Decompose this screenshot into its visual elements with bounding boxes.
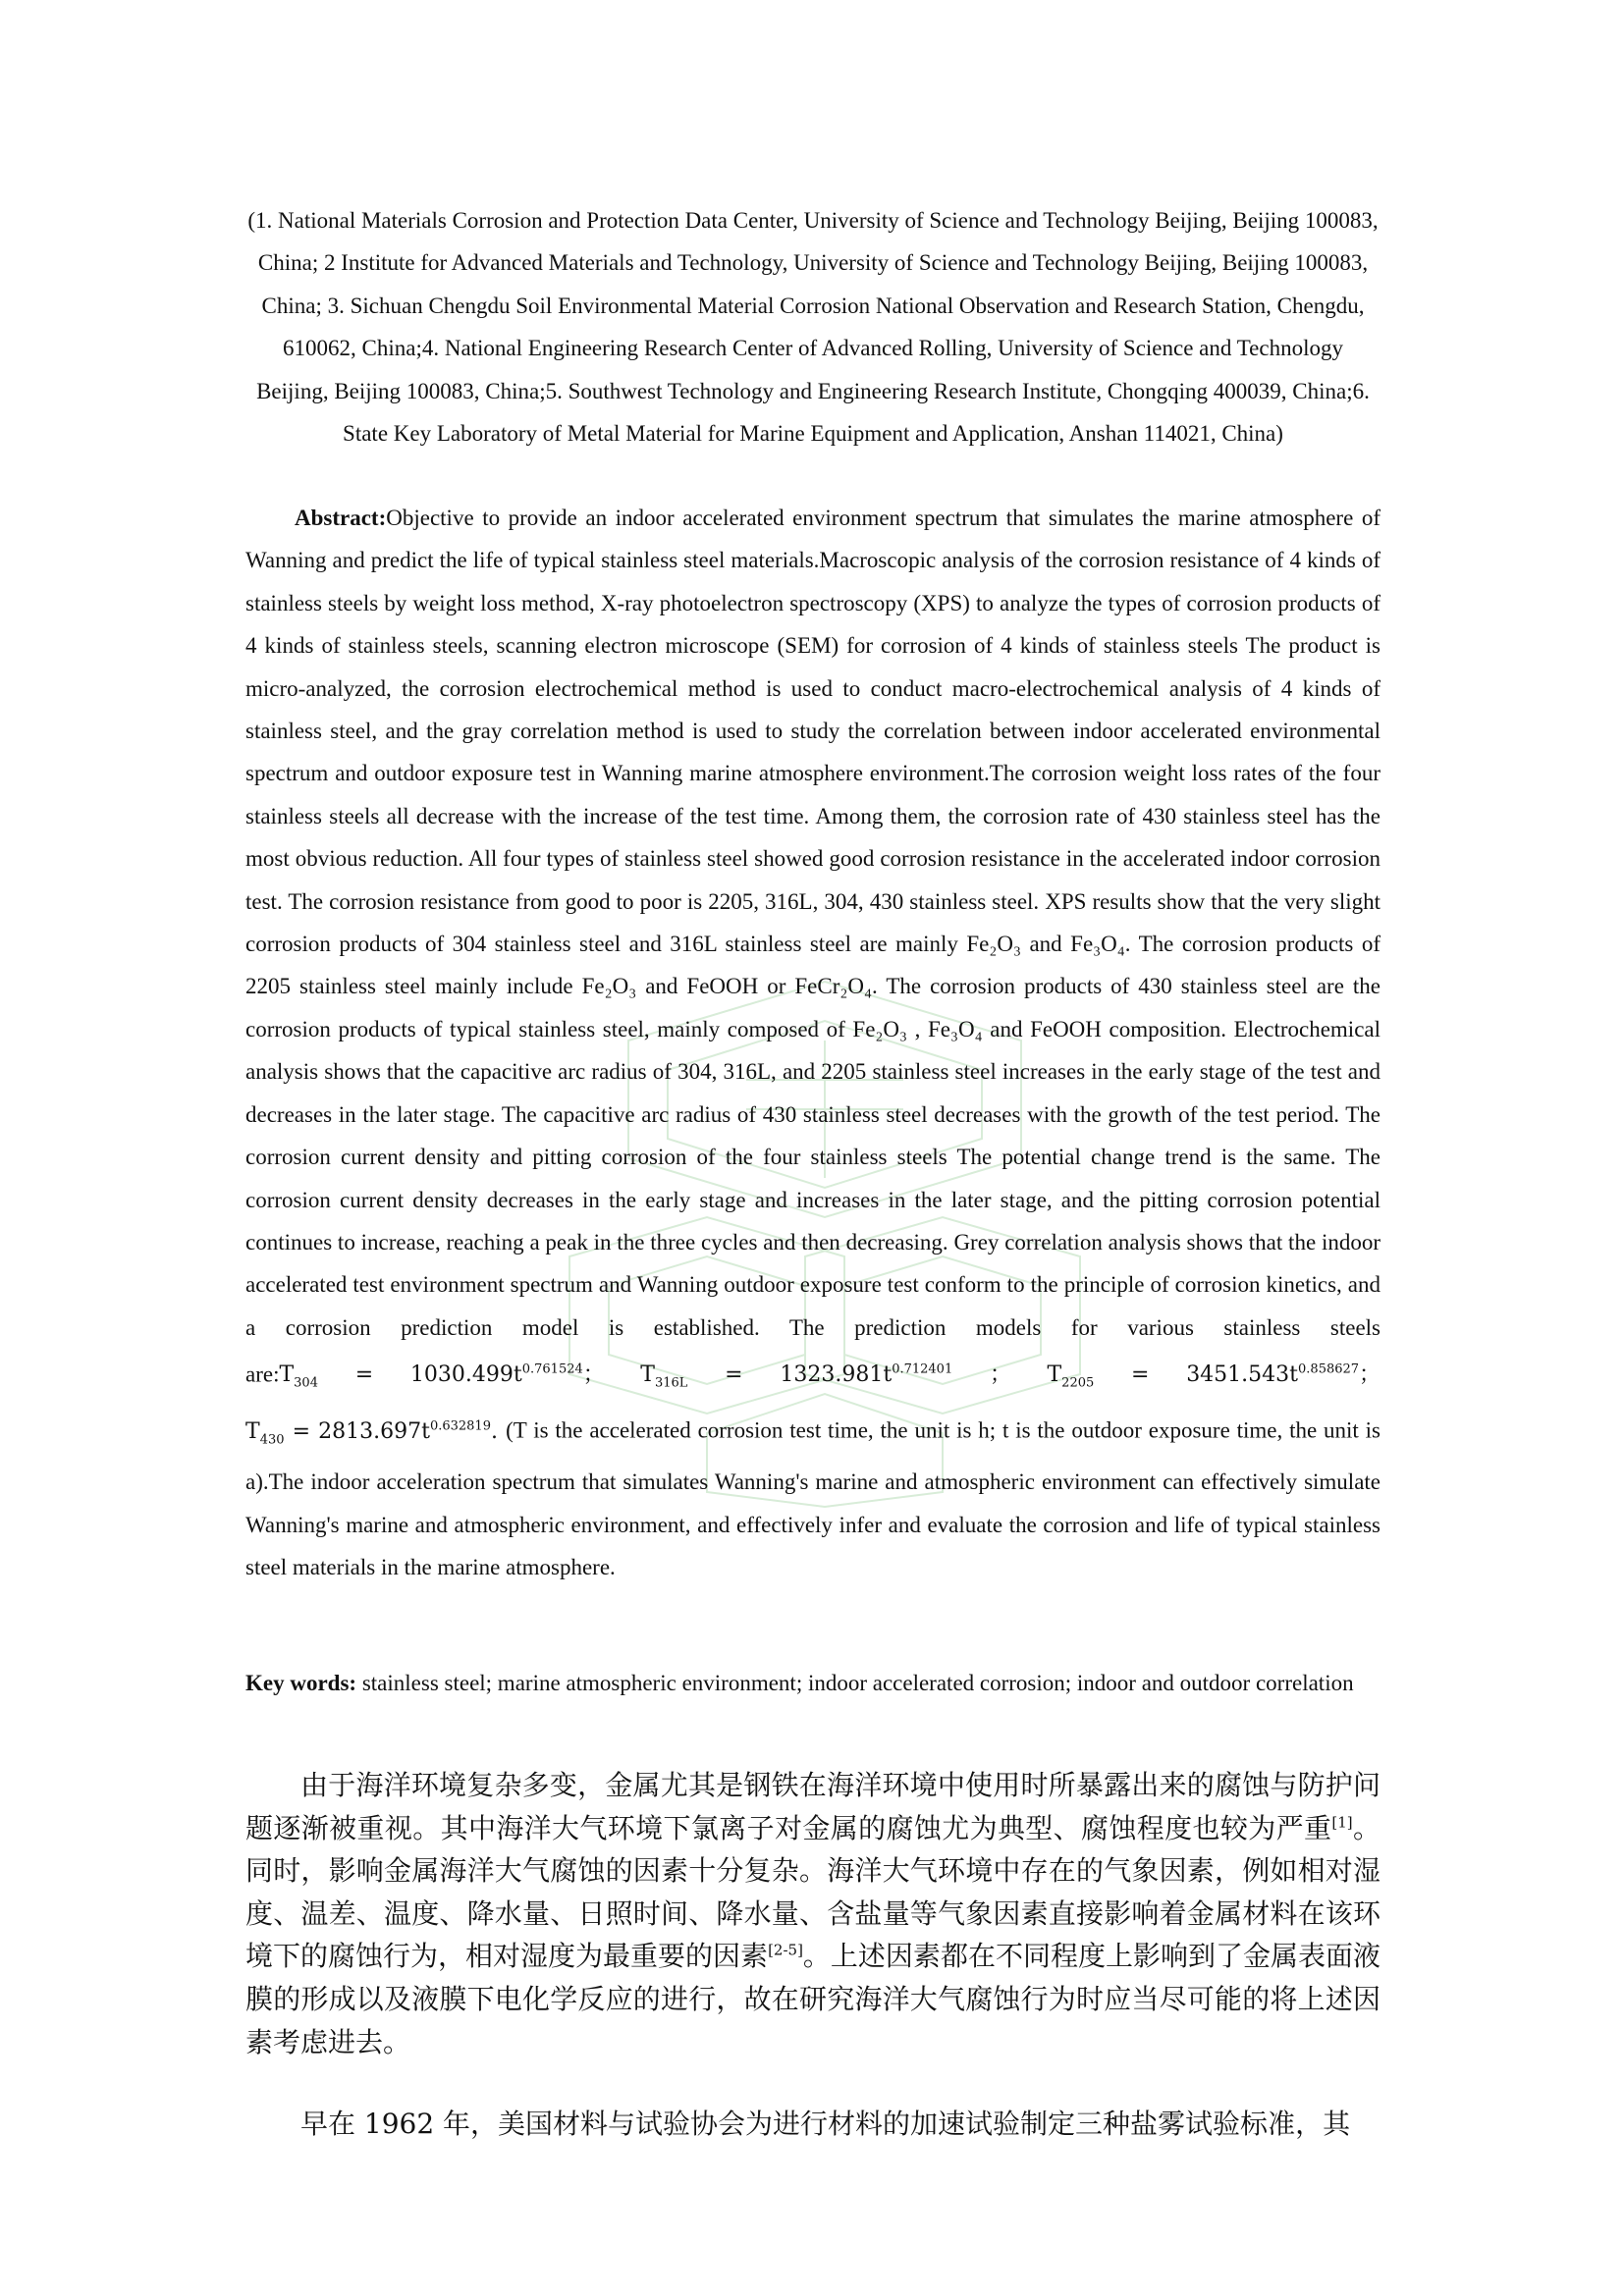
keywords-text: stainless steel; marine atmospheric environment; indoor accelerated corrosion; indoor and outdoor correlation [356,1671,1354,1695]
citation-2-5: [2-5] [768,1942,803,1960]
formula-2205: $T_{2205} = 3451.543t^{0.858627}$； [1047,1362,1381,1391]
body-paragraph-1: 由于海洋环境复杂多变，金属尤其是钢铁在海洋环境中使用时所暴露出来的腐蚀与防护问题逐渐被重视。其中海洋大气环境下氯离子对金属的腐蚀尤为典型、腐蚀程度也较为严重[1]。同时，影响金属海洋大气腐蚀的因素十分复杂。海洋大气环境中存在的气象因素，例如相对湿度、温差、温度、降水量、日照时间、降水量、含盐量等气象因素直接影响着金属材料在该环境下的腐蚀行为，相对湿度为最重要的因素[2-5]。上述因素都在不同程度上影响到了金属表面液膜的形成以及液膜下电化学反应的进行，故在研究海洋大气腐蚀行为时应当尽可能的将上述因素考虑进去。 [245,1769,1380,2058]
abstract-text: Objective to provide an indoor accelerated environment spectrum that simulates the marine atmosphere of Wanning and predict the life of typical stainless steel materials.Macroscopic analysis of the corrosion resistance of 4 kinds of stainless steels by weight loss method, X-ray photoelectron spectroscopy (XPS) to analyze the types of corrosion products of 4 kinds of stainless steels, scanning electron microscope (SEM) for corrosion of 4 kinds of stainless steels The product is micro-analyzed, the corrosion electrochemical method is used to conduct macro-electrochemical analysis of 4 kinds of stainless steel, and the gray correlation method is used to study the correlation between indoor accelerated environmental spectrum and outdoor exposure test in Wanning marine atmosphere environment.The corrosion weight loss rates of the four stainless steels all decrease with the increase of the test time. Among them, the corrosion rate of 430 stainless steel has the most obvious reduction. All four types of stainless steel showed good corrosion resistance in the accelerated indoor corrosion test. The corrosion resistance from good to poor is 2205, 316L, 304, 430 stainless steel. XPS results show that the very slight corrosion products of 304 stainless steel and 316L stainless steel are mainly Fe₂O₃ and Fe₃O₄. The corrosion products of 2205 stainless steel mainly include Fe₂O₃ and FeOOH or FeCr₂O₄. The corrosion products of 430 stainless steel are the corrosion products of typical stainless steel, mainly composed of Fe₂O₃ , Fe₃O₄ and FeOOH composition. Electrochemical analysis shows that the capacitive arc radius of 304, 316L, and 2205 stainless steel increases in the early stage of the test and decreases in the later stage. The capacitive arc radius of 430 stainless steel decreases with the growth of the test period. The corrosion current density and pitting corrosion of the four stainless steels The potential change trend is the same. The corrosion current density decreases in the early stage and increases in the later stage, and the pitting corrosion potential continues to increase, reaching a peak in the three cycles and then decreasing. Grey correlation analysis shows that the indoor accelerated test environment spectrum and Wanning outdoor exposure test conform to the principle of corrosion kinetics, and a corrosion prediction model is established. The prediction models for various stainless steels are: [245,506,1380,1387]
abstract-label: Abstract: [295,506,387,530]
abstract-text-continued: (T is the accelerated corrosion test time, the unit is h; t is the outdoor exposure time, the unit is a).The indoor acceleration spectrum that simulates Wanning's marine and atmospheric environment can effectively simulate Wanning's marine and atmospheric environment, and effectively infer and evaluate the corrosion and life of typical stainless steel materials in the marine atmosphere. [245,1417,1380,1580]
keywords-line [245,1655,1380,1711]
formula-304: $T_{304} = 1030.499t^{0.761524}$； [279,1362,605,1391]
keywords-label: Key words: [245,1671,357,1695]
affiliations: (1. National Materials Corrosion and Protection Data Center, University of Science and Technology Beijing, Beijing 100083, China; 2 Institute for Advanced Materials and Technology, University of Science and Technology Beijing, Beijing 100083, China; 3. Sichuan Chengdu Soil Environmental Material Corrosion National Observation and Research Station, Chengdu, 610062, China;4. National Engineering Research Center of Advanced Rolling, University of Science and Technology Beijing, Beijing 100083, China;5. Southwest Technology and Engineering Research Institute, Chongqing 400039, China;6. State Key Laboratory of Metal Material for Marine Equipment and Application, Anshan 114021, China) [247,208,1379,447]
abstract-paragraph [245,497,1380,1589]
formula-430: $T_{430} = 2813.697t^{0.632819}$. [245,1418,507,1447]
formula-316l: $T_{316L} = 1323.981t^{0.712401}$ ； [640,1362,1011,1391]
citation-1: [1] [1331,1813,1353,1832]
body-paragraph-2: 早在 1962 年，美国材料与试验协会为进行材料的加速试验制定三种盐雾试验标准，其 [300,2108,1351,2140]
